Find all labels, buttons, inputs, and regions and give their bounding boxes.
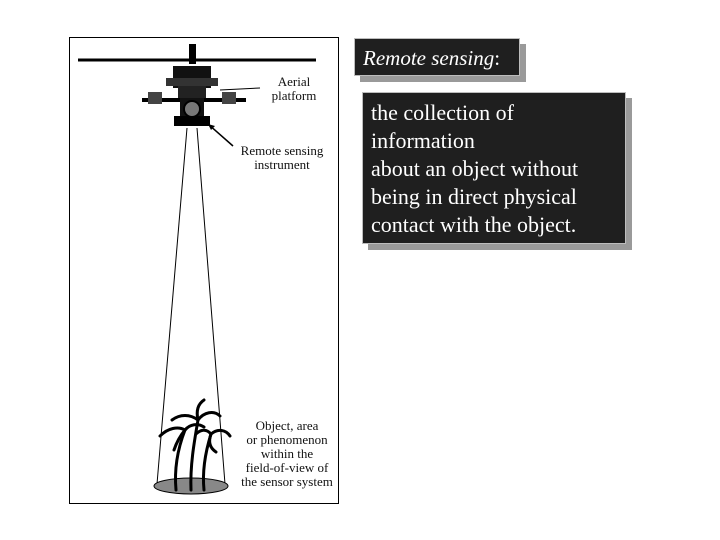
definition-panel-body (362, 92, 626, 244)
definition-text: the collection of information about an object without being in direct physical contact with the object. (371, 100, 579, 237)
title-panel (354, 38, 520, 76)
title-text (363, 46, 500, 71)
fov-line-left (157, 128, 187, 484)
platform-pointer (220, 88, 260, 90)
definition-panel (362, 92, 626, 244)
remote-sensing-figure (69, 37, 339, 504)
rotor-mast (189, 44, 196, 64)
object-area-label: Object, area or phenomenon within the field-of-view of the sensor system (241, 418, 333, 489)
title-suffix: : (494, 46, 501, 70)
title-italic: Remote sensing (363, 46, 495, 70)
remote-sensing-instrument-label: Remote sensing instrument (240, 143, 324, 172)
helicopter-icon (142, 66, 246, 126)
aerial-platform-label: Aerial platform (271, 74, 317, 103)
title-panel-body (354, 38, 520, 76)
